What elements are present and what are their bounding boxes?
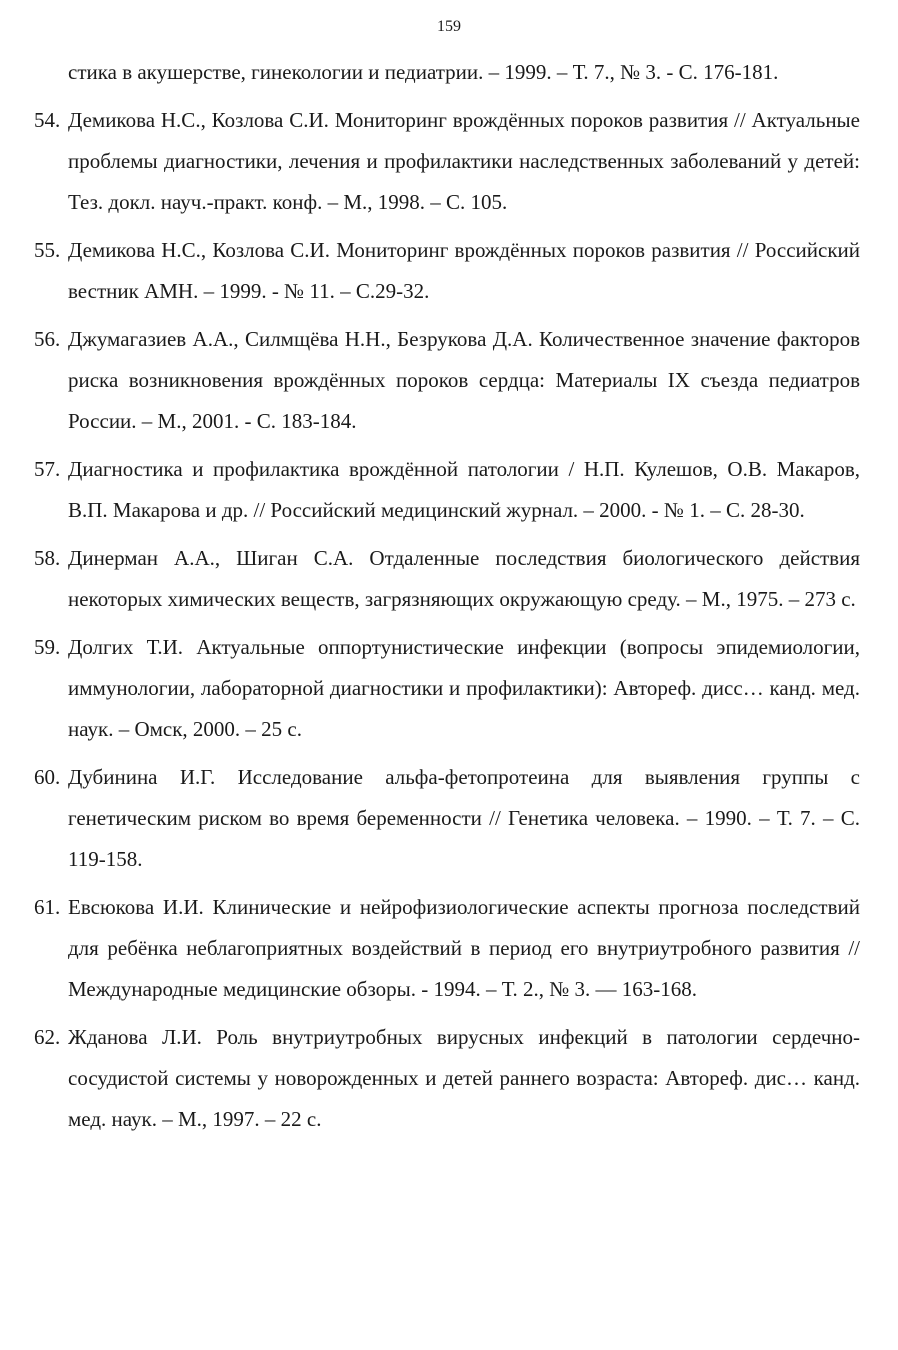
reference-text: Демикова Н.С., Козлова С.И. Мониторинг врождённых пороков развития // Актуальные проблемы диагностики, лечения и профилактики наследственных заболеваний у детей: Тез. докл. науч.-практ. конф. – М., 1998. – С. 105. [68, 108, 860, 214]
reference-number: 58. [34, 546, 61, 570]
reference-text: Евсюкова И.И. Клинические и нейрофизиологические аспекты прогноза последствий для ребёнка неблагоприятных воздействий в период его внутриутробного развития // Международные медицинские обзоры. - 1994. – Т. 2., № 3. — 163-168. [68, 895, 860, 1001]
reference-item [34, 100, 860, 223]
reference-number: 55. [34, 238, 61, 262]
reference-text: Долгих Т.И. Актуальные оппортунистические инфекции (вопросы эпидемиологии, иммунологии, лабораторной диагностики и профилактики): Автореф. дисс… канд. мед. наук. – Омск, 2000. – 25 с. [68, 635, 860, 741]
reference-text: Динерман А.А., Шиган С.А. Отдаленные последствия биологического действия некоторых химических веществ, загрязняющих окружающую среду. – М., 1975. – 273 с. [68, 546, 860, 611]
reference-item [34, 887, 860, 1010]
reference-item [34, 230, 860, 312]
reference-number: 59. [34, 635, 61, 659]
reference-list [34, 52, 860, 1147]
reference-item [34, 538, 860, 620]
reference-text: Диагностика и профилактика врождённой патологии / Н.П. Кулешов, О.В. Макаров, В.П. Макарова и др. // Российский медицинский журнал. – 2000. - № 1. – С. 28-30. [68, 457, 860, 522]
reference-text: Демикова Н.С., Козлова С.И. Мониторинг врождённых пороков развития // Российский вестник АМН. – 1999. - № 11. – С.29-32. [68, 238, 860, 303]
reference-item [34, 449, 860, 531]
reference-continuation: стика в акушерстве, гинекологии и педиатрии. – 1999. – Т. 7., № 3. - С. 176-181. [68, 60, 779, 84]
reference-number: 56. [34, 327, 61, 351]
reference-text: Дубинина И.Г. Исследование альфа-фетопротеина для выявления группы с генетическим риском во время беременности // Генетика человека. – 1990. – Т. 7. – С. 119-158. [68, 765, 860, 871]
reference-text: Джумагазиев А.А., Силмщёва Н.Н., Безрукова Д.А. Количественное значение факторов риска возникновения врождённых пороков сердца: Материалы IX съезда педиатров России. – М., 2001. - С. 183-184. [68, 327, 860, 433]
reference-item [34, 319, 860, 442]
page-number: 159 [437, 18, 461, 35]
reference-text: Жданова Л.И. Роль внутриутробных вирусных инфекций в патологии сердечно-сосудистой системы у новорожденных и детей раннего возраста: Автореф. дис… канд. мед. наук. – М., 1997. – 22 с. [68, 1025, 860, 1131]
reference-item [34, 627, 860, 750]
reference-number: 57. [34, 457, 61, 481]
reference-number: 61. [34, 895, 61, 919]
reference-item [34, 1017, 860, 1140]
reference-number: 62. [34, 1025, 61, 1049]
reference-number: 54. [34, 108, 61, 132]
reference-item [34, 757, 860, 880]
reference-number: 60. [34, 765, 61, 789]
